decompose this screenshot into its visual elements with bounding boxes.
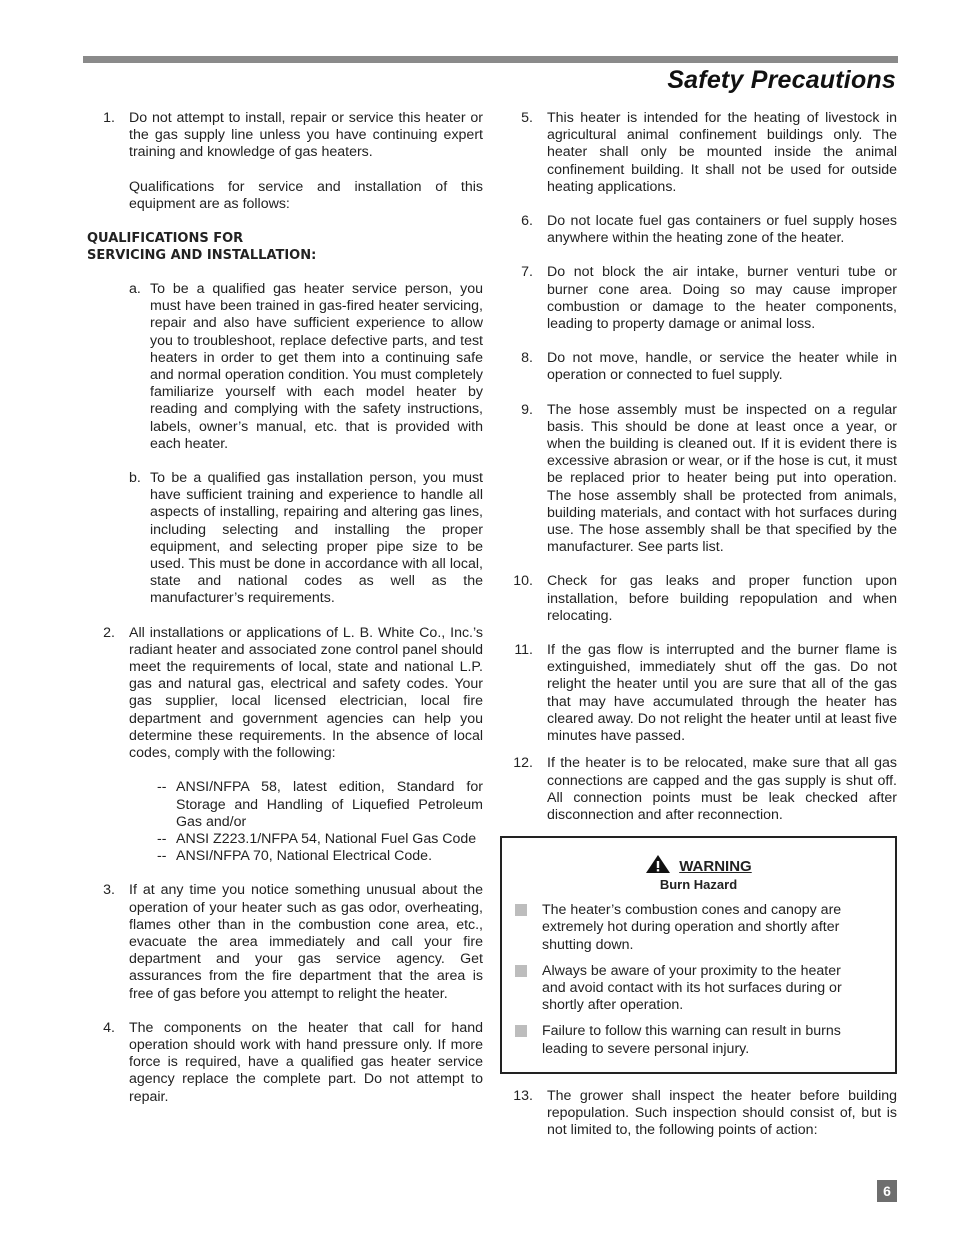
warning-bullet-text: Failure to follow this warning can result in burns leading to severe personal injury. <box>542 1023 841 1057</box>
warning-header <box>502 854 895 877</box>
list-item-10 <box>505 573 897 625</box>
list-item-4 <box>87 1020 483 1106</box>
square-bullet-icon <box>515 1025 527 1037</box>
item-number: 9. <box>521 401 533 418</box>
item-text: The components on the heater that call for hand operation should work with hand pressure only. If more force is required, have a qualified gas heater service agency replace the complete part. Do not attempt to repair. <box>129 1019 483 1105</box>
list-item-11 <box>505 642 897 745</box>
item-number: 1. <box>103 110 115 126</box>
item-number: 7. <box>521 264 533 281</box>
page-number: 6 <box>877 1180 897 1202</box>
item-number: 5. <box>521 110 533 126</box>
item-number: 13. <box>513 1087 533 1104</box>
list-item-7 <box>505 264 897 333</box>
list-item-3 <box>87 882 483 1002</box>
item-text: If at any time you notice something unusual about the operation of your heater such as gas odor, overheating, flames other than in the combustion cone area, etc., evacuate the area immediately and call your fire department and your gas service agency. Get assurances from the fire department that the area is free of gas before you attempt to relight the heater. <box>129 882 483 1002</box>
warning-bullet-text: The heater’s combustion cones and canopy are extremely hot during operation and shortly after shutting down. <box>542 902 842 953</box>
item-text: Do not block the air intake, burner venturi tube or burner cone area. Doing so may cause improper combustion or damage to the heater components, leading to property damage or animal loss. <box>547 264 897 333</box>
left-column <box>87 110 483 1106</box>
item-number: 11. <box>514 642 533 659</box>
item-number: 3. <box>103 882 115 899</box>
sub-item-letter: b. <box>129 470 141 487</box>
item-number: 4. <box>103 1019 115 1036</box>
list-item-13 <box>505 1088 897 1140</box>
item-number: 6. <box>521 213 533 230</box>
list-item-5 <box>505 110 897 196</box>
warning-subtitle: Burn Hazard <box>659 877 738 893</box>
qualifications-heading-line-1: QUALIFICATIONS FOR <box>87 231 244 247</box>
list-item-2 <box>87 625 483 763</box>
list-item-8 <box>505 350 897 384</box>
warning-bullet <box>502 1023 895 1057</box>
warning-box <box>500 836 897 1074</box>
sub-item-b <box>87 470 483 608</box>
right-column <box>505 110 897 1139</box>
item-text: This heater is intended for the heating of livestock in agricultural animal confinement buildings only. The heater shall only be mounted inside the animal confinement building. It shall not be used for outside heating applications. <box>547 110 897 195</box>
page-title: Safety Precautions <box>667 66 896 94</box>
dash-marker: -- <box>157 848 167 865</box>
item-text: If the heater is to be relocated, make sure that all gas connections are capped and the gas supply is shut off. All connection points must be leak checked after disconnection and after reconnection. <box>547 755 897 823</box>
code-text: ANSI/NFPA 58, latest edition, Standard for Storage and Handling of Liquefied Petroleum Gas and/or <box>176 779 483 830</box>
warning-title: WARNING <box>679 858 752 876</box>
item-text: Do not locate fuel gas containers or fuel supply hoses anywhere within the heating zone of the heater. <box>547 213 897 247</box>
code-text: ANSI Z223.1/NFPA 54, National Fuel Gas Code <box>176 830 477 847</box>
item-text: The hose assembly must be inspected on a regular basis. This should be done at least once a year, or when the building is cleaned out. If it is evident there is excessive abrasion or wear, or if the hose is cut, it must be replaced prior to heater being put into operation. The hose assembly shall be protected from animals, building materials, and contact with hot surfaces during use. The hose assembly shall be that specified by the manufacturer. See parts list. <box>547 401 897 556</box>
list-item-12 <box>505 755 897 824</box>
item-number: 12. <box>513 755 533 772</box>
item-text: All installations or applications of L. B. White Co., Inc.’s radiant heater and associated zone control panel should meet the requirements of local, state and national L.P. gas and natural gas, electrical and safety codes. Your gas supplier, local licensed electrician, local fire department and government agencies can help you determine these requirements. In the absence of local codes, comply with the following: <box>129 624 483 762</box>
dash-marker: -- <box>157 830 167 847</box>
warning-triangle-icon <box>645 854 671 874</box>
square-bullet-icon <box>515 904 527 916</box>
sub-item-text: To be a qualified gas installation person, you must have sufficient training and experience to handle all aspects of installing, repairing and altering gas lines, including selecting and installing the proper equipment, and selecting proper pipe size to be used. This must be done in accordance with all local, state and national codes as well as the manufacturer’s requirements. <box>150 470 483 607</box>
code-list-item <box>87 848 483 865</box>
list-item-1 <box>87 110 483 213</box>
header-rule <box>83 56 898 63</box>
square-bullet-icon <box>515 965 527 977</box>
warning-bullet <box>502 963 895 1015</box>
qualifications-heading-line-2: SERVICING AND INSTALLATION: <box>87 248 317 264</box>
sub-item-text: To be a qualified gas heater service person, you must have been trained in gas-fired heater servicing, repair and also have sufficient experience to allow you to troubleshoot, replace defective parts, and test heaters in order to get them into a continuing safe and normal operation condition. You must completely familiarize yourself with each model heater by reading and complying with the safety instructions, labels, owner’s manual, etc. that is provided with each heater. <box>150 281 483 452</box>
sub-item-letter: a. <box>129 281 141 298</box>
item-text: Check for gas leaks and proper function upon installation, before building repopulation and when relocating. <box>547 573 897 624</box>
item-number: 2. <box>103 624 115 641</box>
item-text: If the gas flow is interrupted and the burner flame is extinguished, immediately shut off the gas. Do not relight the heater until you are sure that all of the gas that may have accumulated through the heater has cleared away. Do not relight the heater until at least five minutes have passed. <box>547 642 897 745</box>
qualifications-heading <box>87 230 483 264</box>
item-text: Do not attempt to install, repair or service this heater or the gas supply line unless you have continuing expert training and knowledge of gas heaters. <box>129 110 483 161</box>
code-text: ANSI/NFPA 70, National Electrical Code. <box>176 848 433 865</box>
warning-bullet <box>502 902 895 954</box>
sub-item-a <box>87 281 483 453</box>
code-list-item <box>87 831 483 848</box>
item-number: 8. <box>521 350 533 367</box>
dash-marker: -- <box>157 779 167 796</box>
list-item-9 <box>505 402 897 557</box>
item-text: The grower shall inspect the heater before building repopulation. Such inspection should consist of, but is not limited to, the following points of action: <box>547 1087 897 1139</box>
item-text: Do not move, handle, or service the heater while in operation or connected to fuel supply. <box>547 350 897 384</box>
code-list-item <box>87 779 483 831</box>
item-text-continued: Qualifications for service and installation of this equipment are as follows: <box>129 178 483 212</box>
list-item-6 <box>505 213 897 247</box>
item-number: 10. <box>513 573 533 590</box>
warning-bullet-text: Always be aware of your proximity to the heater and avoid contact with its hot surfaces during or shortly after operation. <box>542 962 842 1014</box>
